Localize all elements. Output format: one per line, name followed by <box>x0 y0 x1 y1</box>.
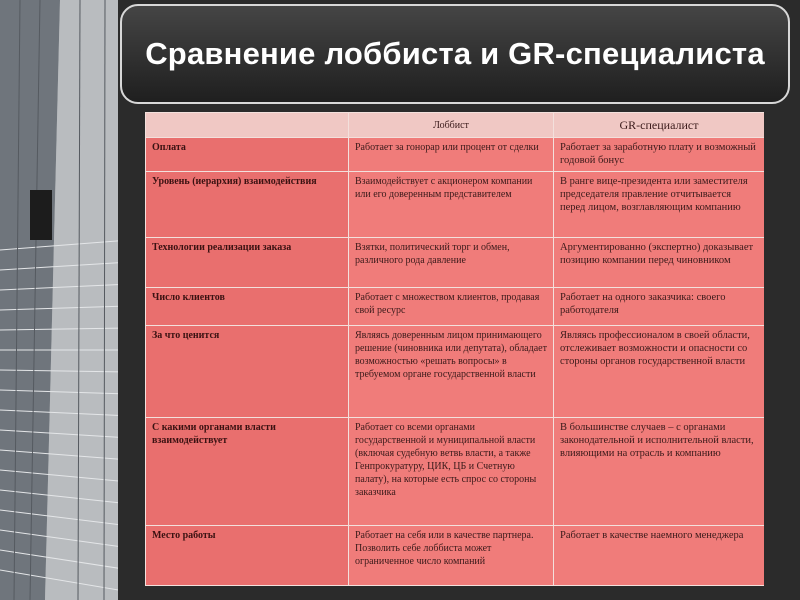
header-cell-gr: GR-специалист <box>554 113 765 138</box>
table-header-row <box>146 113 765 138</box>
table-row <box>146 138 765 172</box>
row-header: Уровень (иерархия) взаимодействия <box>146 172 349 238</box>
table-row <box>146 238 765 288</box>
comparison-table-wrapper <box>145 112 764 592</box>
lobbyist-cell: Взятки, политический торг и обмен, различного рода давление <box>349 238 554 288</box>
lobbyist-cell: Работает за гонорар или процент от сделки <box>349 138 554 172</box>
lobbyist-cell: Взаимодействует с акционером компании или его доверенным представителем <box>349 172 554 238</box>
header-cell-empty <box>146 113 349 138</box>
table-row <box>146 418 765 526</box>
lobbyist-cell: Работает на себя или в качестве партнера. Позволить себе лоббиста может ограниченное число компаний <box>349 526 554 586</box>
row-header: Число клиентов <box>146 288 349 326</box>
table-row <box>146 172 765 238</box>
title-box <box>120 4 790 104</box>
gr-cell: В ранге вице-президента или заместителя председателя правление отчитывается перед лицом, возглавляющим компанию <box>554 172 765 238</box>
gr-cell: В большинстве случаев – с органами законодательной и исполнительной власти, влияющими на отрасль и компанию <box>554 418 765 526</box>
comparison-table <box>145 112 764 586</box>
lobbyist-cell: Являясь доверенным лицом принимающего решение (чиновника или депутата), обладает возможностью «решать вопросы» в требуемом органе государственной власти <box>349 326 554 418</box>
slide-title: Сравнение лоббиста и GR-специалиста <box>145 36 765 71</box>
lobbyist-cell: Работает со всеми органами государственной и муниципальной власти (включая судебную ветвь власти, а также Генпрокуратуру, ЦИК, ЦБ и Счетную палату), на которые есть спрос со стороны заказчика <box>349 418 554 526</box>
row-header: За что ценится <box>146 326 349 418</box>
table-row <box>146 526 765 586</box>
gr-cell: Работает на одного заказчика: своего работодателя <box>554 288 765 326</box>
gr-cell: Являясь профессионалом в своей области, отслеживает возможности и опасности со стороны органов государственной власти <box>554 326 765 418</box>
table-row <box>146 326 765 418</box>
gr-cell: Работает за заработную плату и возможный годовой бонус <box>554 138 765 172</box>
table-row <box>146 288 765 326</box>
gr-cell: Аргументированно (экспертно) доказывает позицию компании перед чиновником <box>554 238 765 288</box>
row-header: С какими органами власти взаимодействует <box>146 418 349 526</box>
row-header: Место работы <box>146 526 349 586</box>
header-cell-lobbyist: Лоббист <box>349 113 554 138</box>
row-header: Оплата <box>146 138 349 172</box>
row-header: Технологии реализации заказа <box>146 238 349 288</box>
gr-cell: Работает в качестве наемного менеджера <box>554 526 765 586</box>
lobbyist-cell: Работает с множеством клиентов, продавая свой ресурс <box>349 288 554 326</box>
